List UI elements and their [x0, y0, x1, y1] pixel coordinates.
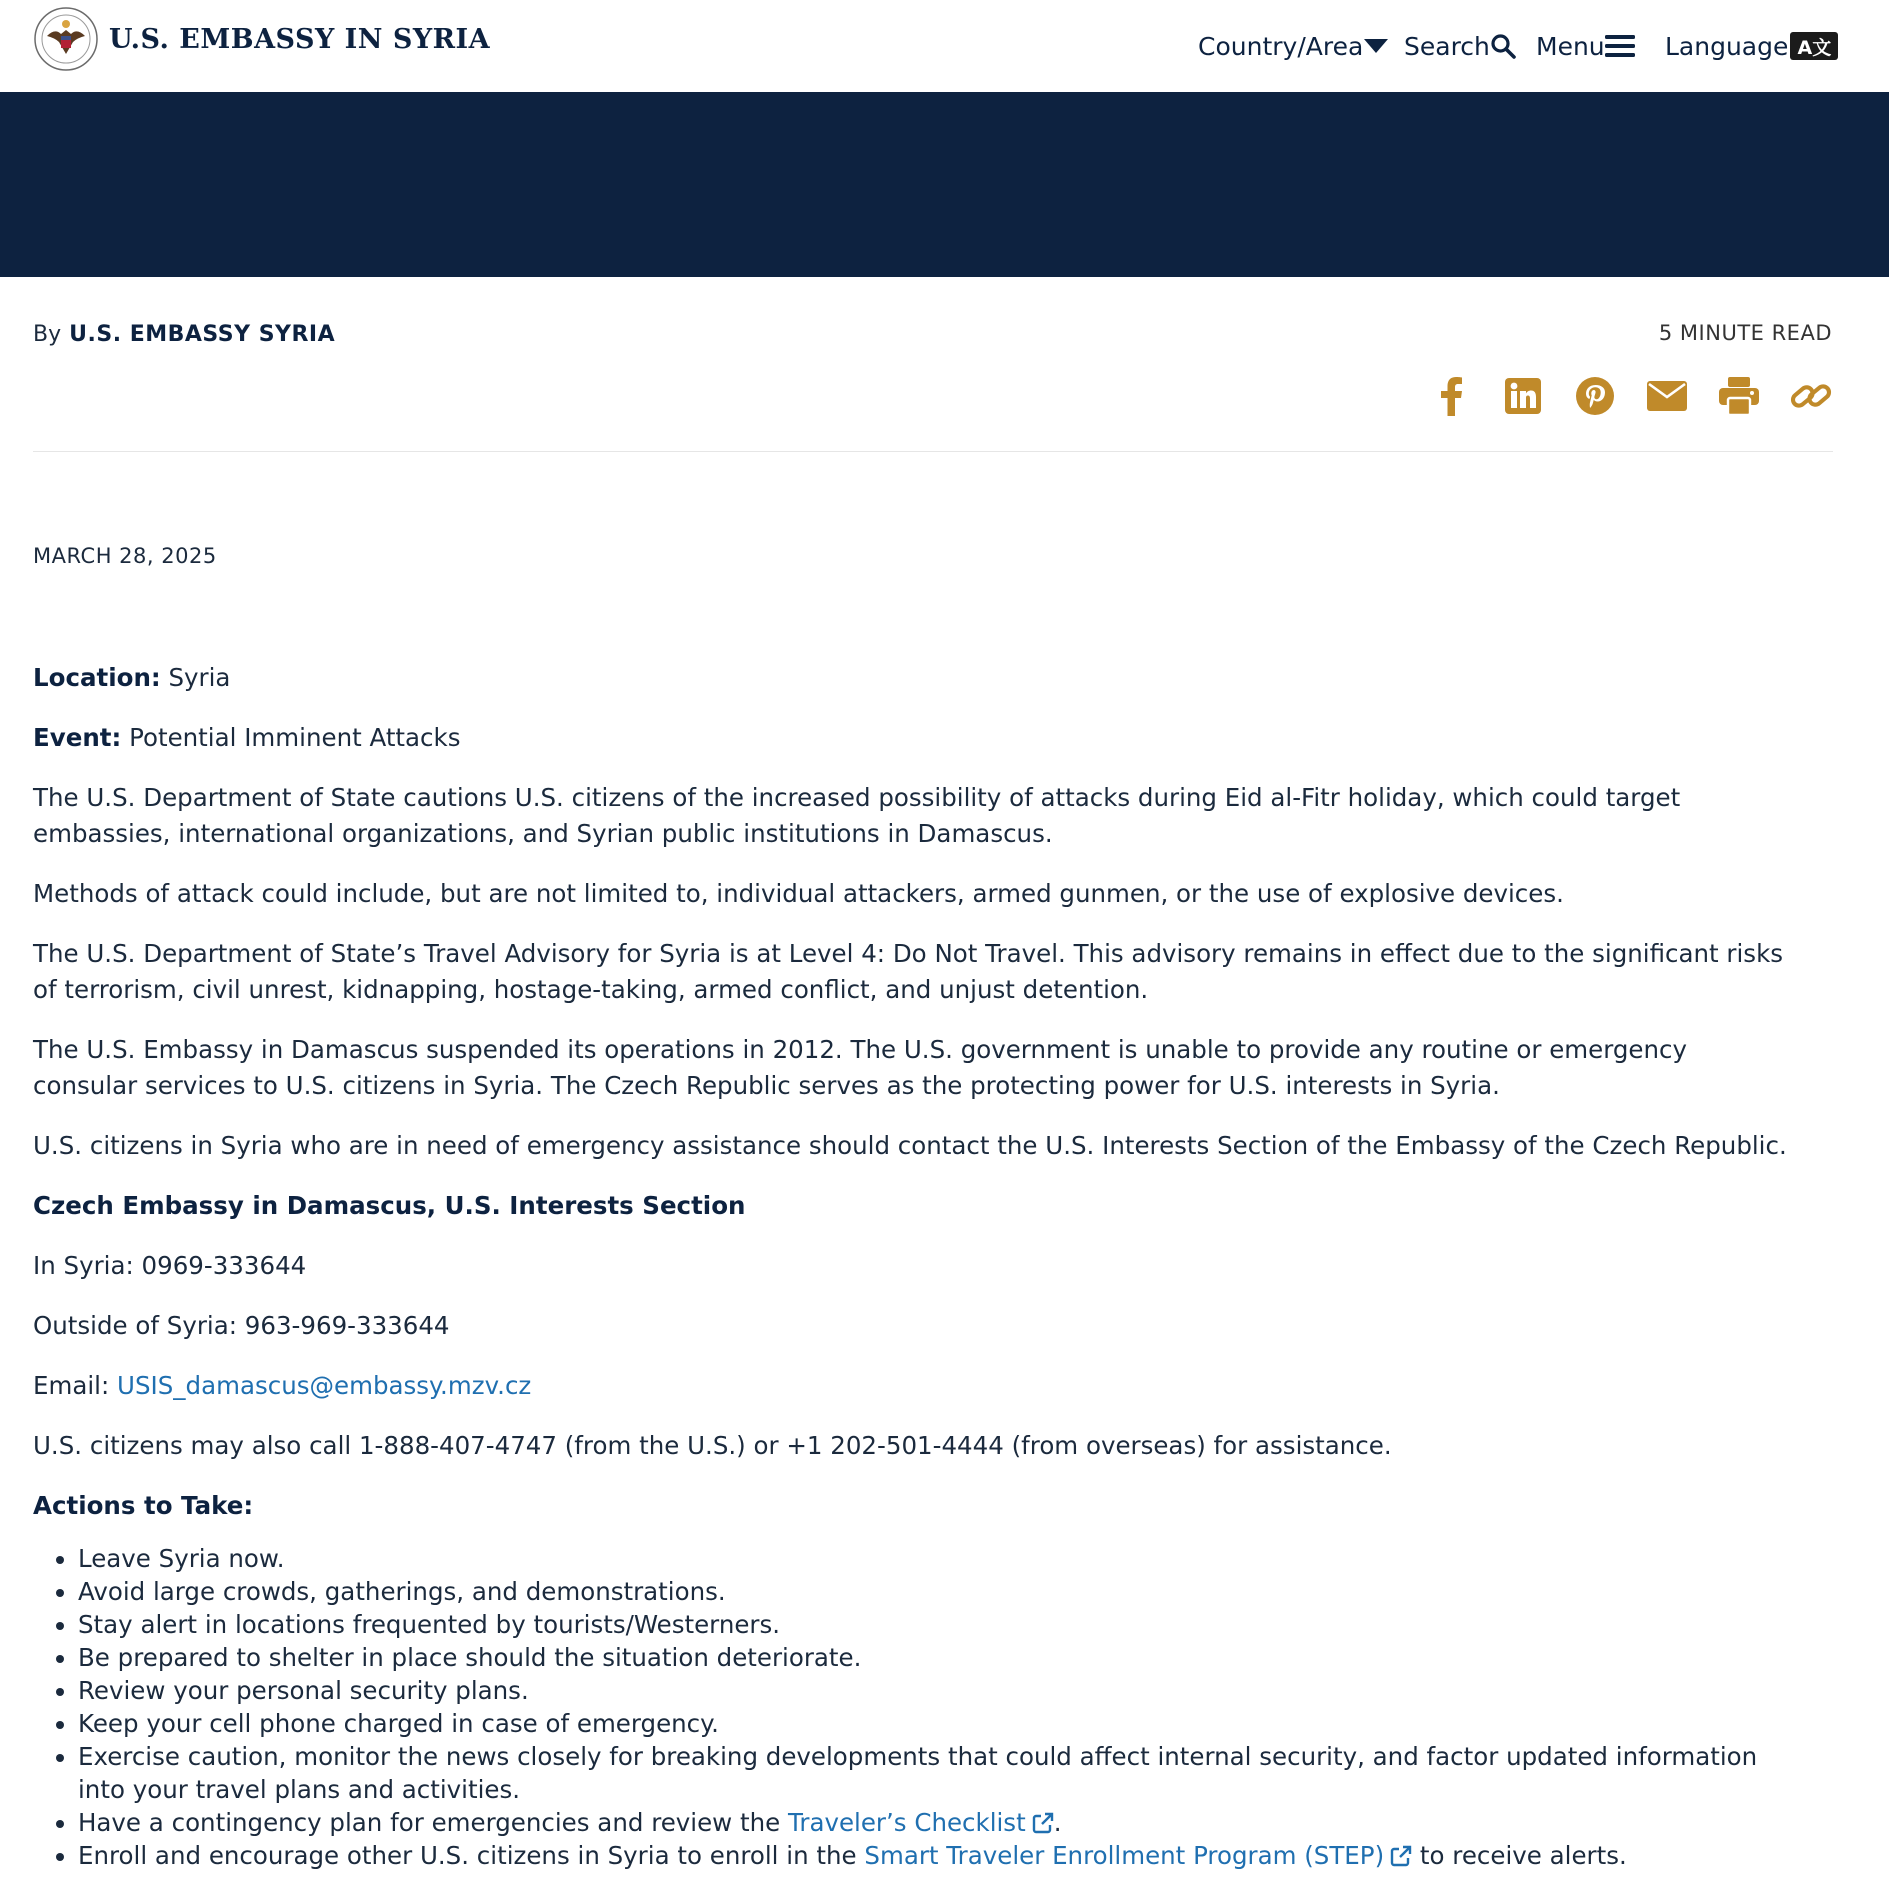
- step-prefix: Enroll and encourage other U.S. citizens in Syria to enroll in the: [78, 1841, 857, 1870]
- step-link[interactable]: [864, 1841, 1412, 1870]
- byline-by: By: [33, 322, 62, 347]
- email-label: Email:: [33, 1371, 110, 1400]
- paragraph-contact: U.S. citizens in Syria who are in need of emergency assistance should contact the U.S. Interests Section of the Embassy of the Czech Republic.: [33, 1131, 1787, 1160]
- event-line: [33, 720, 1793, 756]
- list-item: • Exercise caution, monitor the news closely for breaking developments that could affect internal security, and factor updated information into your travel plans and activities.: [78, 1740, 1793, 1806]
- list-item: • Be prepared to shelter in place should the situation deteriorate.: [78, 1641, 1793, 1674]
- site-header: [0, 0, 1889, 93]
- facebook-icon[interactable]: [1430, 375, 1472, 417]
- external-link-icon: [1032, 1812, 1054, 1834]
- nav-menu-label: Menu: [1536, 31, 1605, 61]
- list-item: • Review your personal security plans.: [78, 1674, 1793, 1707]
- actions-title: [33, 1488, 1793, 1524]
- event-value: Potential Imminent Attacks: [129, 723, 461, 752]
- phone-in-syria: In Syria: 0969-333644: [33, 1251, 307, 1280]
- nav-language-label: Language: [1665, 31, 1789, 61]
- location-value: Syria: [168, 663, 231, 692]
- actions-title-text: Actions to Take:: [33, 1491, 254, 1520]
- nav-language[interactable]: [1665, 28, 1838, 64]
- nav-search[interactable]: [1404, 28, 1516, 64]
- read-time: 5 MINUTE READ: [1658, 321, 1832, 345]
- step-link-text: Smart Traveler Enrollment Program (STEP): [864, 1841, 1385, 1870]
- location-label: Location:: [33, 663, 161, 692]
- email-link[interactable]: USIS_damascus@embassy.mzv.cz: [117, 1371, 532, 1400]
- czech-section-title-text: Czech Embassy in Damascus, U.S. Interests Section: [33, 1191, 746, 1220]
- byline-author[interactable]: U.S. EMBASSY SYRIA: [69, 322, 336, 347]
- divider: [33, 451, 1833, 452]
- paragraph-caution: The U.S. Department of State cautions U.S. citizens of the increased possibility of attacks during Eid al-Fitr holiday, which could target embassies, international organizations, and Syrian public institutions in Damascus.: [33, 783, 1681, 848]
- travelers-checklist-link[interactable]: [788, 1808, 1054, 1837]
- list-item: • Avoid large crowds, gatherings, and demonstrations.: [78, 1575, 1793, 1608]
- nav-search-label: Search: [1404, 31, 1490, 61]
- email-line: [33, 1368, 1793, 1404]
- location-line: [33, 660, 1793, 696]
- nav-country-area[interactable]: [1198, 28, 1389, 64]
- list-item: [78, 1839, 1793, 1872]
- list-item: • Keep your cell phone charged in case of emergency.: [78, 1707, 1793, 1740]
- checklist-suffix: .: [1053, 1808, 1062, 1837]
- checklist-prefix: Have a contingency plan for emergencies and review the: [78, 1808, 781, 1837]
- brand-link[interactable]: [33, 6, 490, 72]
- list-item: • Leave Syria now.: [78, 1542, 1793, 1575]
- search-icon: [1490, 33, 1516, 59]
- embassy-seal-icon: [33, 6, 99, 72]
- phone-outside-syria: Outside of Syria: 963-969-333644: [33, 1311, 450, 1340]
- copy-link-icon[interactable]: [1790, 375, 1832, 417]
- publish-date: MARCH 28, 2025: [33, 544, 217, 568]
- nav-menu[interactable]: [1536, 28, 1635, 64]
- pinterest-icon[interactable]: [1574, 375, 1616, 417]
- actions-list: [33, 1542, 1793, 1872]
- translate-icon: A文: [1790, 32, 1838, 60]
- email-icon[interactable]: [1646, 375, 1688, 417]
- caret-down-icon: [1363, 38, 1389, 54]
- event-label: Event:: [33, 723, 122, 752]
- step-suffix: to receive alerts.: [1419, 1841, 1627, 1870]
- print-icon[interactable]: [1718, 375, 1760, 417]
- byline: [33, 322, 335, 347]
- paragraph-embassy-status: The U.S. Embassy in Damascus suspended its operations in 2012. The U.S. government is unable to provide any routine or emergency consular services to U.S. citizens in Syria. The Czech Republic serves as the protecting power for U.S. interests in Syria.: [33, 1035, 1687, 1100]
- brand-name: U.S. EMBASSY IN SYRIA: [109, 23, 491, 55]
- article-body: [33, 660, 1793, 1872]
- hero-banner: [0, 92, 1889, 277]
- paragraph-methods: Methods of attack could include, but are not limited to, individual attackers, armed gunmen, or the use of explosive devices.: [33, 879, 1564, 908]
- nav-country-label: Country/Area: [1198, 31, 1364, 61]
- hamburger-menu-icon: [1605, 34, 1635, 58]
- czech-section-title: [33, 1188, 1793, 1224]
- list-item: [78, 1806, 1793, 1839]
- list-item: • Stay alert in locations frequented by tourists/Westerners.: [78, 1608, 1793, 1641]
- share-bar: [1400, 375, 1832, 417]
- paragraph-advisory: The U.S. Department of State’s Travel Advisory for Syria is at Level 4: Do Not Travel. This advisory remains in effect due to the significant risks of terrorism, civil unrest, kidnapping, hostage-taking, armed conflict, and unjust detention.: [33, 939, 1784, 1004]
- call-line: U.S. citizens may also call 1-888-407-4747 (from the U.S.) or +1 202-501-4444 (from overseas) for assistance.: [33, 1431, 1392, 1460]
- travelers-checklist-link-text: Traveler’s Checklist: [788, 1808, 1026, 1837]
- external-link-icon: [1390, 1845, 1412, 1867]
- linkedin-icon[interactable]: [1502, 375, 1544, 417]
